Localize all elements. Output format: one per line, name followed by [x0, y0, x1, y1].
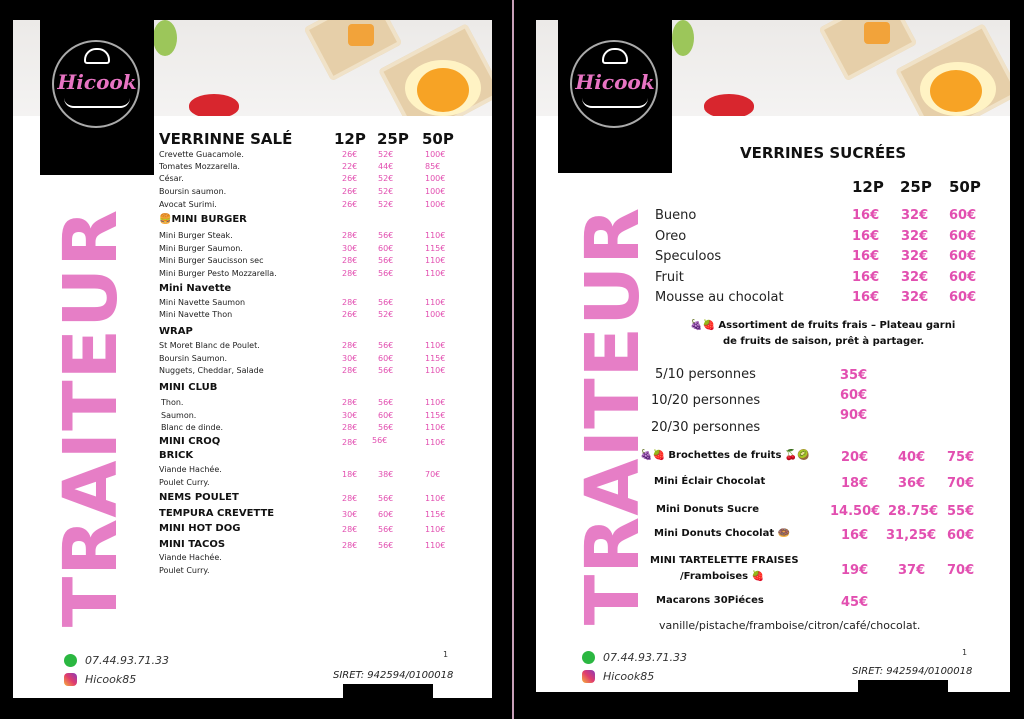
- menu-item-label: Poulet Curry.: [159, 566, 210, 575]
- price-12p: 19€: [841, 563, 869, 578]
- price-25p: 38€: [378, 470, 394, 479]
- serving-size-label: 20/30 personnes: [651, 420, 761, 435]
- serving-size-label: 5/10 personnes: [655, 367, 756, 382]
- price-50p: 100€: [425, 187, 446, 196]
- menu-title: VERRINES SUCRÉES: [740, 144, 907, 162]
- menu-item-label: Viande Hachée.: [159, 465, 222, 474]
- menu-item-label: Macarons 30Piéces: [656, 595, 764, 606]
- menu-item-label: MINI TARTELETTE FRAISES: [650, 555, 799, 566]
- price-25p: 36€: [898, 476, 926, 491]
- section-heading: MINI TACOS: [159, 539, 226, 550]
- menu-item-label: Mini Burger Steak.: [159, 231, 233, 240]
- menu-item-label: Saumon.: [161, 411, 197, 420]
- price-50p: 110€: [425, 269, 446, 278]
- price-12p: 26€: [342, 150, 358, 159]
- instagram-handle: Hicook85: [603, 670, 655, 683]
- price-12p: 26€: [342, 310, 358, 319]
- price-12p: 28€: [342, 341, 358, 350]
- menu-item-label: Mini Burger Pesto Mozzarella.: [159, 269, 277, 278]
- menu-title: VERRINNE SALÉ: [159, 130, 293, 148]
- price-25p: 52€: [378, 200, 394, 209]
- price-12p: 28€: [342, 541, 358, 550]
- phone-number: 07.44.93.71.33: [85, 654, 169, 667]
- price-12p: 26€: [342, 174, 358, 183]
- menu-item-label: Nuggets, Cheddar, Salade: [159, 366, 264, 375]
- serving-size-label: 10/20 personnes: [651, 393, 761, 408]
- price-25p: 56€: [378, 494, 394, 503]
- siret: SIRET: 942594/0100018: [852, 666, 973, 677]
- price-12p: 14.50€: [830, 504, 881, 519]
- section-heading: MINI CLUB: [159, 382, 218, 393]
- price-50p: 110€: [425, 541, 446, 550]
- price-12p: 16€: [841, 528, 869, 543]
- chef-hat-icon: [602, 48, 628, 64]
- price-50p: 70€: [947, 563, 975, 578]
- menu-item-label: Speculoos: [655, 249, 722, 264]
- price-12p: 16€: [852, 290, 880, 305]
- price-25p: 56€: [378, 366, 394, 375]
- fruit-plate-description-line2: de fruits de saison, prêt à partager.: [723, 336, 925, 347]
- price-50p: 110€: [425, 438, 446, 447]
- price-12p: 20€: [841, 450, 869, 465]
- instagram-icon: [64, 673, 77, 686]
- menu-item-label: Poulet Curry.: [159, 478, 210, 487]
- contact-phone: [64, 654, 169, 667]
- price-25p: 32€: [901, 290, 929, 305]
- menu-item-label: Crevette Guacamole.: [159, 150, 244, 159]
- menu-item-label: Boursin saumon.: [159, 187, 227, 196]
- menu-item-label: Mini Donuts Chocolat 🍩: [654, 528, 791, 539]
- price-50p: 110€: [425, 256, 446, 265]
- price-12p: 28€: [342, 269, 358, 278]
- price-50p: 110€: [425, 398, 446, 407]
- macaron-flavours: vanille/pistache/framboise/citron/café/chocolat.: [659, 619, 921, 632]
- column-header-25p: 25P: [900, 178, 932, 196]
- price-50p: 100€: [425, 310, 446, 319]
- price-12p: 28€: [342, 423, 358, 432]
- traiteur-vertical-title: TRAITEUR: [570, 206, 656, 626]
- price-50p: 60€: [949, 290, 977, 305]
- menu-item-label: Thon.: [161, 398, 184, 407]
- price-25p: 32€: [901, 208, 929, 223]
- price-12p: 16€: [852, 270, 880, 285]
- price-12p: 30€: [342, 354, 358, 363]
- price-12p: 28€: [342, 398, 358, 407]
- price-25p: 44€: [378, 162, 394, 171]
- menu-item-label: Mousse au chocolat: [655, 290, 784, 305]
- menu-item-label: St Moret Blanc de Poulet.: [159, 341, 260, 350]
- fruit-plate-description: 🍇🍓 Assortiment de fruits frais – Plateau garni: [690, 320, 956, 331]
- price-12p: 18€: [841, 476, 869, 491]
- column-header-12p: 12P: [334, 130, 366, 148]
- price-12p: 28€: [342, 298, 358, 307]
- serving-size-price: 90€: [840, 408, 868, 423]
- price-12p: 28€: [342, 438, 358, 447]
- price-50p: 115€: [425, 411, 446, 420]
- price-50p: 100€: [425, 150, 446, 159]
- price-25p: 56€: [378, 423, 394, 432]
- price-12p: 30€: [342, 244, 358, 253]
- menu-item-label: 🍇🍓 Brochettes de fruits 🍒🥝: [640, 450, 810, 461]
- siret: SIRET: 942594/0100018: [333, 670, 454, 681]
- price-12p: 26€: [342, 200, 358, 209]
- price-50p: 110€: [425, 366, 446, 375]
- price-25p: 60€: [378, 510, 394, 519]
- price-12p: 16€: [852, 249, 880, 264]
- menu-item-label: César.: [159, 174, 184, 183]
- price-25p: 56€: [378, 398, 394, 407]
- price-25p: 28.75€: [888, 504, 939, 519]
- price-12p: 28€: [342, 494, 358, 503]
- menu-item-label: Blanc de dinde.: [161, 423, 224, 432]
- section-heading: NEMS POULET: [159, 492, 239, 503]
- section-heading: WRAP: [159, 326, 193, 337]
- page-number: 1: [962, 648, 968, 657]
- price-25p: 32€: [901, 229, 929, 244]
- price-50p: 115€: [425, 510, 446, 519]
- menu-item-label: Mini Navette Thon: [159, 310, 233, 319]
- menu-page-sweet: [536, 20, 1010, 692]
- price-12p: 28€: [342, 256, 358, 265]
- price-25p: 32€: [901, 270, 929, 285]
- price-50p: 110€: [425, 341, 446, 350]
- price-25p: 56€: [378, 256, 394, 265]
- section-heading: MINI HOT DOG: [159, 523, 241, 534]
- price-25p: 60€: [378, 411, 394, 420]
- price-12p: 18€: [342, 470, 358, 479]
- menu-page-savory: [13, 20, 492, 698]
- price-12p: 30€: [342, 411, 358, 420]
- menu-item-label: Tomates Mozzarella.: [159, 162, 240, 171]
- menu-item-label: Boursin Saumon.: [159, 354, 228, 363]
- column-header-12p: 12P: [852, 178, 884, 196]
- price-50p: 60€: [947, 528, 975, 543]
- price-25p: 32€: [901, 249, 929, 264]
- section-heading: TEMPURA CREVETTE: [159, 508, 275, 519]
- price-50p: 55€: [947, 504, 975, 519]
- price-50p: 100€: [425, 174, 446, 183]
- price-25p: 52€: [378, 310, 394, 319]
- price-50p: 60€: [949, 270, 977, 285]
- price-12p: 16€: [852, 208, 880, 223]
- price-50p: 115€: [425, 354, 446, 363]
- price-25p: 52€: [378, 187, 394, 196]
- price-50p: 60€: [949, 249, 977, 264]
- chef-hat-icon: [84, 48, 110, 64]
- contact-instagram: [64, 673, 136, 686]
- price-25p: 52€: [378, 150, 394, 159]
- price-50p: 110€: [425, 525, 446, 534]
- price-25p: 37€: [898, 563, 926, 578]
- price-12p: 26€: [342, 187, 358, 196]
- price-25p: 60€: [378, 244, 394, 253]
- price-25p: 40€: [898, 450, 926, 465]
- menu-item-label: Avocat Surimi.: [159, 200, 217, 209]
- whatsapp-icon: [582, 651, 595, 664]
- section-heading: 🍔MINI BURGER: [159, 214, 247, 225]
- column-header-50p: 50P: [949, 178, 981, 196]
- price-50p: 60€: [949, 208, 977, 223]
- price-25p: 56€: [378, 231, 394, 240]
- price-12p: 45€: [841, 595, 869, 610]
- price-12p: 28€: [342, 366, 358, 375]
- traiteur-vertical-title: TRAITEUR: [48, 208, 134, 628]
- serving-size-price: 35€: [840, 368, 868, 383]
- price-12p: 30€: [342, 510, 358, 519]
- instagram-icon: [582, 670, 595, 683]
- menu-item-label: Viande Hachée.: [159, 553, 222, 562]
- page-divider: [512, 0, 514, 719]
- menu-item-label-line2: /Framboises 🍓: [680, 571, 765, 582]
- menu-item-label: Mini Burger Saumon.: [159, 244, 243, 253]
- price-25p: 52€: [378, 174, 394, 183]
- price-50p: 100€: [425, 200, 446, 209]
- price-25p: 56€: [378, 541, 394, 550]
- hicook-logo: Hicook: [558, 20, 672, 173]
- section-heading: Mini Navette: [159, 283, 232, 294]
- price-50p: 110€: [425, 231, 446, 240]
- page-number: 1: [443, 650, 449, 659]
- price-12p: 28€: [342, 525, 358, 534]
- price-25p: 56€: [378, 525, 394, 534]
- menu-item-label: Oreo: [655, 229, 687, 244]
- price-25p: 60€: [378, 354, 394, 363]
- menu-item-label: Fruit: [655, 270, 684, 285]
- whatsapp-icon: [64, 654, 77, 667]
- column-header-25p: 25P: [377, 130, 409, 148]
- serving-size-price: 60€: [840, 388, 868, 403]
- instagram-handle: Hicook85: [85, 673, 137, 686]
- price-25p: 56€: [378, 269, 394, 278]
- price-50p: 110€: [425, 494, 446, 503]
- section-heading: MINI CROQ: [159, 436, 221, 447]
- price-50p: 115€: [425, 244, 446, 253]
- menu-item-label: Bueno: [655, 208, 697, 223]
- price-25p: 31,25€: [886, 528, 937, 543]
- price-25p: 56€: [378, 341, 394, 350]
- price-50p: 85€: [425, 162, 441, 171]
- phone-number: 07.44.93.71.33: [603, 651, 687, 664]
- price-50p: 70€: [425, 470, 441, 479]
- menu-item-label: Mini Burger Saucisson sec: [159, 256, 264, 265]
- price-25p: 56€: [378, 298, 394, 307]
- menu-item-label: Mini Donuts Sucre: [656, 504, 759, 515]
- column-header-50p: 50P: [422, 130, 454, 148]
- menu-item-label: Mini Éclair Chocolat: [654, 476, 766, 487]
- price-12p: 28€: [342, 231, 358, 240]
- price-50p: 110€: [425, 298, 446, 307]
- hicook-logo: Hicook: [40, 20, 154, 175]
- price-50p: 60€: [949, 229, 977, 244]
- price-50p: 70€: [947, 476, 975, 491]
- price-12p: 16€: [852, 229, 880, 244]
- contact-phone: [582, 651, 687, 664]
- price-25p: 56€: [372, 436, 388, 445]
- contact-instagram: [582, 670, 654, 683]
- price-50p: 110€: [425, 423, 446, 432]
- menu-item-label: Mini Navette Saumon: [159, 298, 246, 307]
- price-50p: 75€: [947, 450, 975, 465]
- price-12p: 22€: [342, 162, 358, 171]
- section-heading: BRICK: [159, 450, 194, 461]
